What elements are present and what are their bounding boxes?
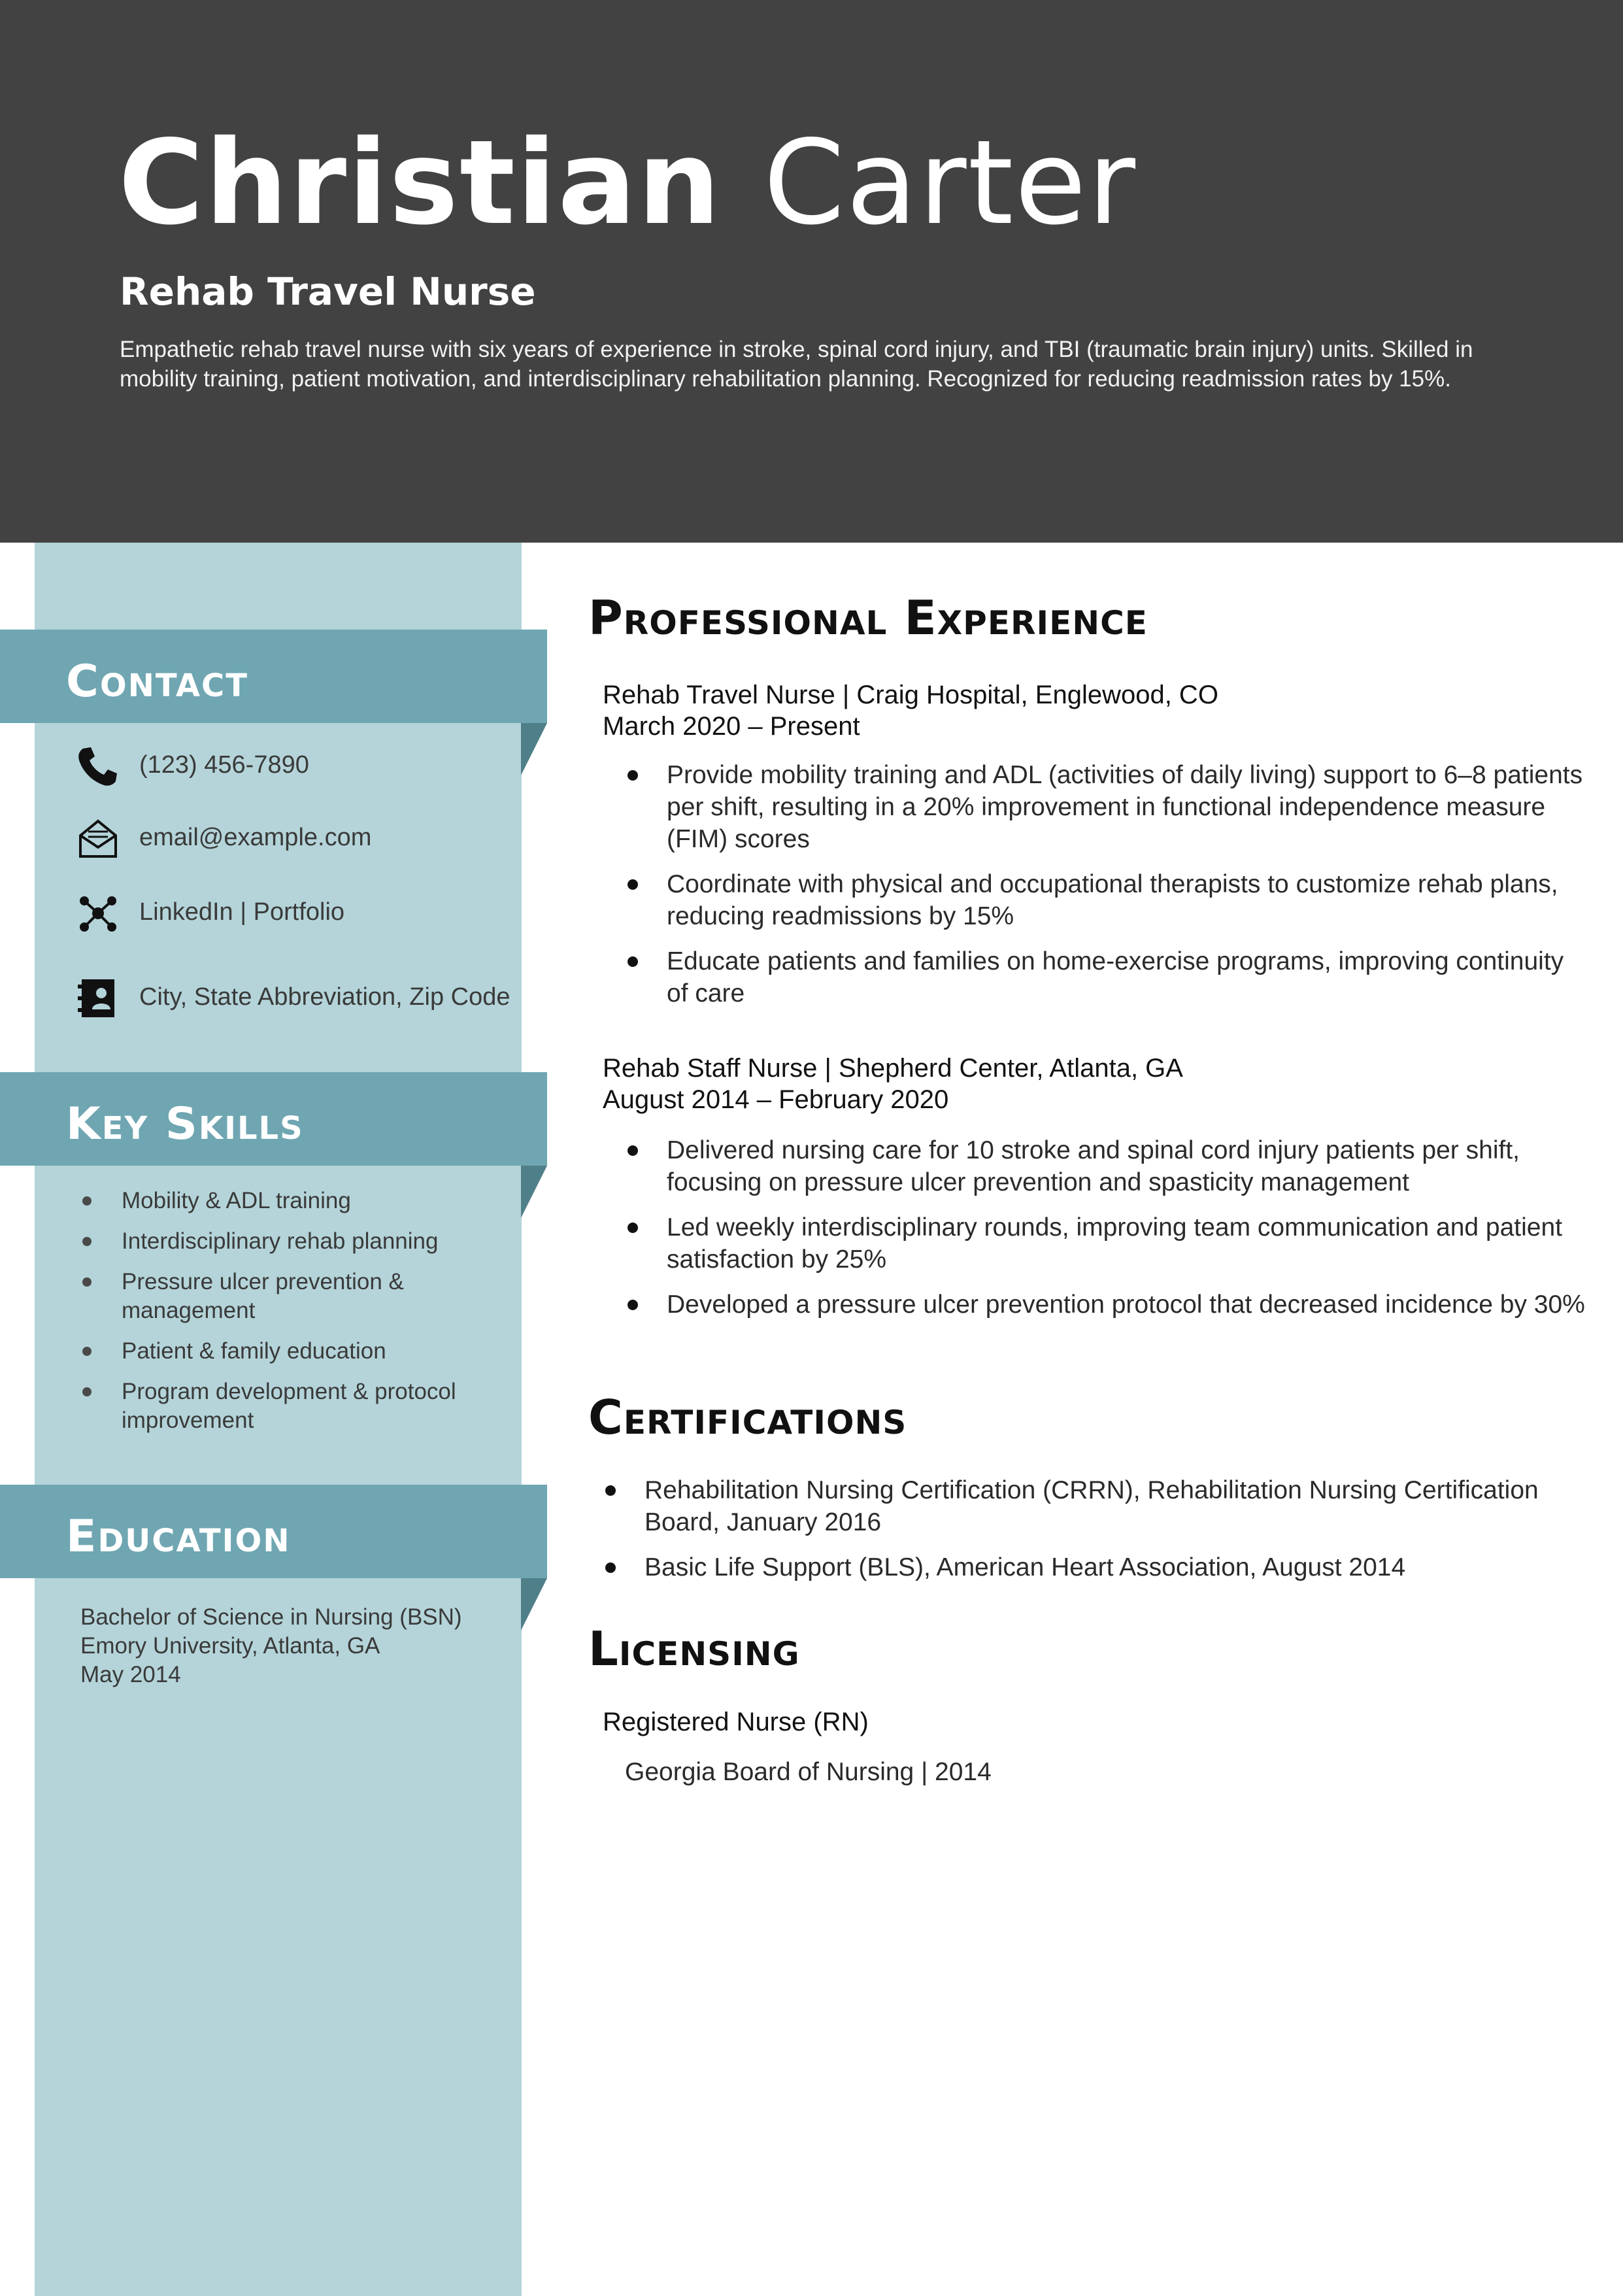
- list-item: Patient & family education: [78, 1337, 497, 1366]
- job-title-line: Rehab Staff Nurse | Shepherd Center, Atlanta, GA: [603, 1054, 1183, 1083]
- list-item: Developed a pressure ulcer prevention protocol that decreased incidence by 30%: [626, 1289, 1587, 1321]
- education-banner: [0, 1485, 547, 1578]
- network-icon: [75, 890, 121, 936]
- list-item: Delivered nursing care for 10 stroke and spinal cord injury patients per shift, focusing on pressure ulcer prevention and spasticity management: [626, 1134, 1587, 1198]
- list-item: Basic Life Support (BLS), American Heart Association, August 2014: [604, 1551, 1565, 1583]
- education-heading: Education: [66, 1511, 291, 1562]
- contact-phone-text: (123) 456-7890: [139, 751, 309, 779]
- job-dates: August 2014 – February 2020: [603, 1085, 949, 1114]
- list-item: Led weekly interdisciplinary rounds, improving team communication and patient satisfaction by 25%: [626, 1211, 1587, 1275]
- education-degree: Bachelor of Science in Nursing (BSN): [80, 1604, 462, 1630]
- list-item: Rehabilitation Nursing Certification (CRRN), Rehabilitation Nursing Certification Board, January 2016: [604, 1474, 1565, 1538]
- contact-links-text: LinkedIn | Portfolio: [139, 898, 345, 926]
- education-entry: [80, 1603, 525, 1689]
- header-band: [0, 0, 1623, 543]
- summary: Empathetic rehab travel nurse with six years of experience in stroke, spinal cord injury, and TBI (traumatic brain injury) units. Skilled in mobility training, patient motivation, and interdisciplinary rehabilitation planning. Recognized for reducing readmission rates by 15%.: [120, 337, 1473, 392]
- list-item: Mobility & ADL training: [78, 1187, 497, 1215]
- certifications-list: [604, 1474, 1565, 1596]
- license-detail: Georgia Board of Nursing | 2014: [625, 1758, 992, 1786]
- banner-fold: [521, 1578, 547, 1630]
- job-dates: March 2020 – Present: [603, 712, 860, 741]
- job-bullets: [626, 1134, 1587, 1334]
- education-school: Emory University, Atlanta, GA: [80, 1633, 380, 1659]
- experience-heading: Professional Experience: [588, 590, 1148, 645]
- contact-address-text: City, State Abbreviation, Zip Code: [139, 983, 510, 1011]
- phone-icon: [75, 743, 121, 789]
- list-item: Program development & protocol improvement: [78, 1377, 497, 1435]
- address-book-icon: [75, 975, 121, 1021]
- job-bullets: [626, 759, 1587, 1022]
- contact-banner: [0, 630, 547, 723]
- banner-fold: [521, 1166, 547, 1218]
- list-item: Pressure ulcer prevention & management: [78, 1268, 497, 1325]
- list-item: Educate patients and families on home-exercise programs, improving continuity of care: [626, 945, 1587, 1009]
- license-title: Registered Nurse (RN): [603, 1708, 869, 1736]
- email-icon: [75, 816, 121, 862]
- skills-list: [78, 1187, 497, 1447]
- list-item: Provide mobility training and ADL (activities of daily living) support to 6–8 patients per shift, resulting in a 20% improvement in functional independence measure (FIM) scores: [626, 759, 1587, 855]
- list-item: Interdisciplinary rehab planning: [78, 1227, 497, 1256]
- job-title: Rehab Travel Nurse: [120, 269, 536, 314]
- certifications-heading: Certifications: [588, 1390, 907, 1445]
- skills-heading: Key Skills: [66, 1098, 304, 1150]
- job-title-line: Rehab Travel Nurse | Craig Hospital, Englewood, CO: [603, 681, 1218, 709]
- licensing-heading: Licensing: [588, 1621, 800, 1676]
- first-name: Christian: [118, 115, 722, 250]
- last-name: Carter: [763, 115, 1137, 250]
- skills-banner: [0, 1072, 547, 1166]
- education-date: May 2014: [80, 1662, 181, 1687]
- contact-heading: Contact: [66, 656, 249, 707]
- contact-email-text: email@example.com: [139, 824, 372, 851]
- candidate-name: [118, 111, 1137, 255]
- list-item: Coordinate with physical and occupational therapists to customize rehab plans, reducing readmissions by 15%: [626, 868, 1587, 932]
